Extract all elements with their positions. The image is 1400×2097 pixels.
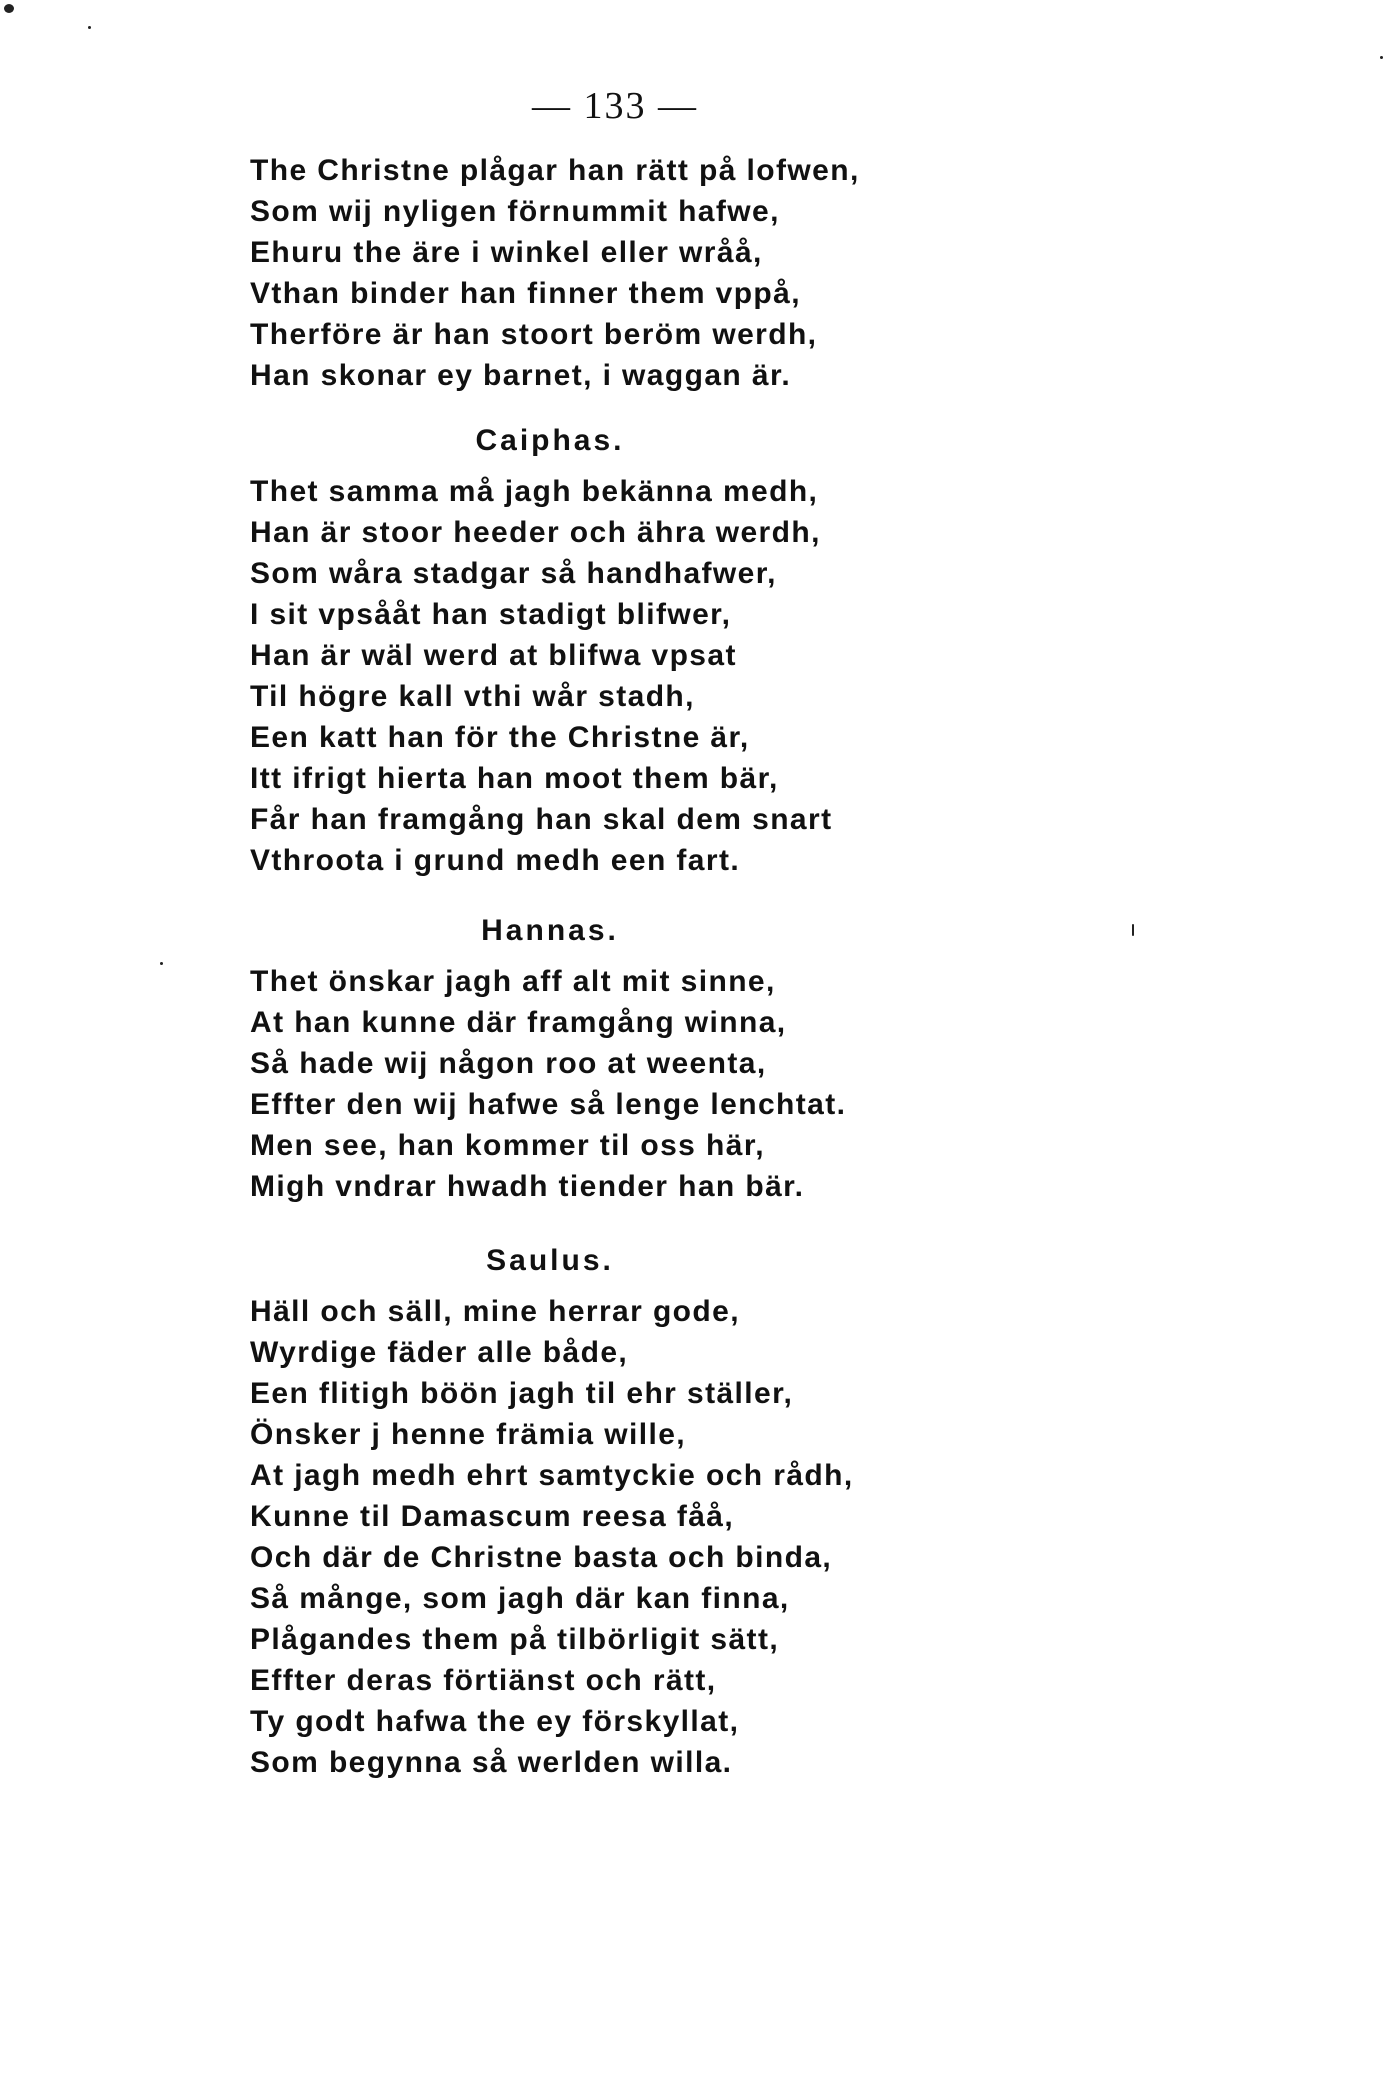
verse-line: Wyrdige fäder alle både, [250, 1336, 629, 1369]
verse-line: Han är stoor heeder och ähra werdh, [250, 516, 821, 549]
verse-line: Thet önskar jagh aff alt mit sinne, [250, 965, 776, 998]
verse-line: Therföre är han stoort beröm werdh, [250, 318, 818, 351]
verse-line: Een flitigh böön jagh til ehr ställer, [250, 1377, 794, 1410]
verse-line: Han är wäl werd at blifwa vpsat [250, 639, 737, 672]
speaker-heading: Saulus. [486, 1244, 614, 1277]
verse-line: Häll och säll, mine herrar gode, [250, 1295, 740, 1328]
speaker-heading: Caiphas. [475, 424, 625, 457]
verse-line: Migh vndrar hwadh tiender han bär. [250, 1170, 805, 1203]
verse-line: Och där de Christne basta och binda, [250, 1541, 833, 1574]
verse-line: At jagh medh ehrt samtyckie och rådh, [250, 1459, 854, 1492]
verse-block-1 [250, 150, 970, 396]
verse-line: At han kunne där framgång winna, [250, 1006, 787, 1039]
verse-line: Han skonar ey barnet, i waggan är. [250, 359, 792, 392]
verse-line: Vthroota i grund medh een fart. [250, 844, 741, 877]
verse-line: Får han framgång han skal dem snart [250, 803, 833, 836]
verse-block-hannas [250, 910, 970, 1207]
verse-line: The Christne plågar han rätt på lofwen, [250, 154, 860, 187]
scan-speck [160, 962, 163, 965]
verse-line: Een katt han för the Christne är, [250, 721, 750, 754]
scan-speck [1380, 56, 1383, 59]
verse-line: I sit vpsååt han stadigt blifwer, [250, 598, 732, 631]
verse-line: Ehuru the äre i winkel eller wråå, [250, 236, 763, 269]
verse-block-caiphas [250, 420, 970, 881]
verse-line: Som wåra stadgar så handhafwer, [250, 557, 777, 590]
verse-line: Så hade wij någon roo at weenta, [250, 1047, 767, 1080]
verse-line: Som begynna så werlden willa. [250, 1746, 733, 1779]
verse-line: Men see, han kommer til oss här, [250, 1129, 765, 1162]
verse-line: Plågandes them på tilbörligit sätt, [250, 1623, 780, 1656]
scan-speck [4, 4, 14, 13]
verse-line: Vthan binder han finner them vppå, [250, 277, 801, 310]
speaker-heading: Hannas. [481, 914, 619, 947]
page-number: — 133 — [532, 85, 698, 127]
verse-line: Så månge, som jagh där kan finna, [250, 1582, 790, 1615]
verse-block-saulus [250, 1240, 970, 1783]
verse-line: Önsker j henne främia wille, [250, 1418, 687, 1451]
verse-line: Thet samma må jagh bekänna medh, [250, 475, 819, 508]
verse-line: Effter deras förtiänst och rätt, [250, 1664, 717, 1697]
verse-line: Ty godt hafwa the ey förskyllat, [250, 1705, 740, 1738]
verse-line: Til högre kall vthi wår stadh, [250, 680, 695, 713]
verse-line: Itt ifrigt hierta han moot them bär, [250, 762, 779, 795]
scan-speck [1132, 924, 1134, 936]
verse-line: Som wij nyligen förnummit hafwe, [250, 195, 780, 228]
verse-line: Effter den wij hafwe så lenge lenchtat. [250, 1088, 847, 1121]
verse-line: Kunne til Damascum reesa fåå, [250, 1500, 735, 1533]
scan-speck [88, 26, 91, 29]
